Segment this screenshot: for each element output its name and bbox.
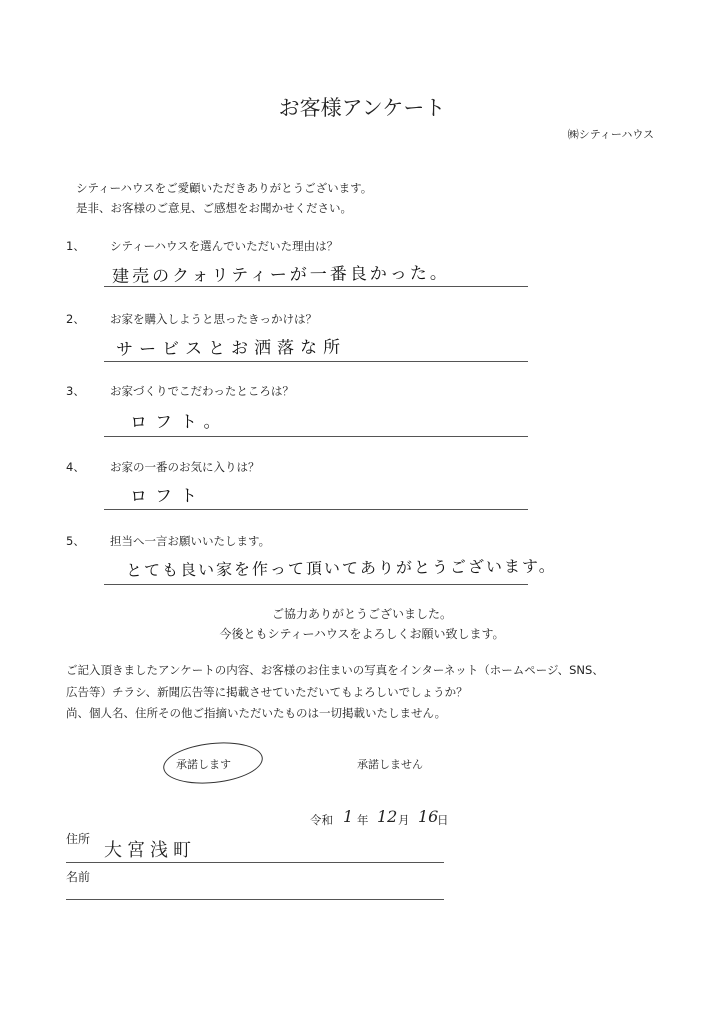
question-1-answer-line bbox=[104, 286, 528, 287]
closing-line-2: 今後ともシティーハウスをよろしくお願い致します。 bbox=[219, 627, 505, 641]
question-5-number: 5、 bbox=[66, 534, 85, 548]
question-5-answer-line bbox=[104, 584, 528, 585]
name-label: 名前 bbox=[66, 870, 91, 884]
question-2-text: お家を購入しようと思ったきっかけは？ bbox=[110, 312, 317, 326]
address-line bbox=[66, 862, 444, 863]
notice-line-1: ご記入頂きましたアンケートの内容、お客様のお住まいの写真をインターネット（ホームページ、SNS、 bbox=[66, 663, 604, 677]
consent-agree-option[interactable]: 承諾します bbox=[176, 758, 231, 771]
address-value[interactable]: 大宮浅町 bbox=[104, 840, 196, 861]
question-1-answer[interactable]: 建売のクォリティーが一番良かった。 bbox=[111, 263, 450, 287]
question-5-text: 担当へ一言お願いいたします。 bbox=[110, 534, 271, 548]
intro-line-1: シティーハウスをご愛顧いただきありがとうございます。 bbox=[76, 181, 373, 195]
question-2-answer[interactable]: サービスとお洒落な所 bbox=[115, 337, 347, 360]
address-label: 住所 bbox=[66, 832, 91, 846]
question-3-number: 3、 bbox=[66, 384, 85, 398]
date-day[interactable]: 16 bbox=[418, 807, 439, 826]
date-day-label: 日 bbox=[437, 813, 449, 827]
company-name: ㈱シティーハウス bbox=[567, 128, 654, 141]
question-4-number: 4、 bbox=[66, 460, 85, 474]
question-2-answer-line bbox=[104, 361, 528, 362]
question-3-text: お家づくりでこだわったところは？ bbox=[110, 384, 294, 398]
closing-line-1: ご協力ありがとうございました。 bbox=[271, 607, 452, 621]
intro-line-2: 是非、お客様のご意見、ご感想をお聞かせください。 bbox=[76, 201, 352, 215]
date-year[interactable]: 1 bbox=[343, 807, 354, 826]
question-4-answer-line bbox=[104, 509, 528, 510]
question-4-text: お家の一番のお気に入りは？ bbox=[110, 460, 260, 474]
date-year-label: 年 bbox=[357, 813, 369, 827]
name-line[interactable] bbox=[66, 899, 444, 900]
notice-line-2: 広告等）チラシ、新聞広告等に掲載させていただいてもよろしいでしょうか？ bbox=[66, 685, 468, 699]
date-month[interactable]: 12 bbox=[377, 807, 398, 826]
date-month-label: 月 bbox=[398, 813, 410, 827]
question-4-answer[interactable]: ロフト bbox=[129, 486, 206, 507]
notice-line-3: 尚、個人名、住所その他ご指摘いただいたものは一切掲載いたしません。 bbox=[66, 706, 447, 720]
question-2-number: 2、 bbox=[66, 312, 85, 326]
question-1-number: 1、 bbox=[66, 239, 85, 253]
date-era: 令和 bbox=[310, 813, 333, 827]
consent-disagree-option[interactable]: 承諾しません bbox=[357, 758, 423, 771]
question-1-text: シティーハウスを選んでいただいた理由は？ bbox=[110, 239, 339, 253]
question-5-answer[interactable]: とても良い家を作って頂いてありがとうございます。 bbox=[125, 556, 557, 580]
question-3-answer[interactable]: ロフト。 bbox=[129, 411, 229, 433]
question-3-answer-line bbox=[104, 436, 528, 437]
page-title: お客様アンケート bbox=[278, 96, 446, 120]
